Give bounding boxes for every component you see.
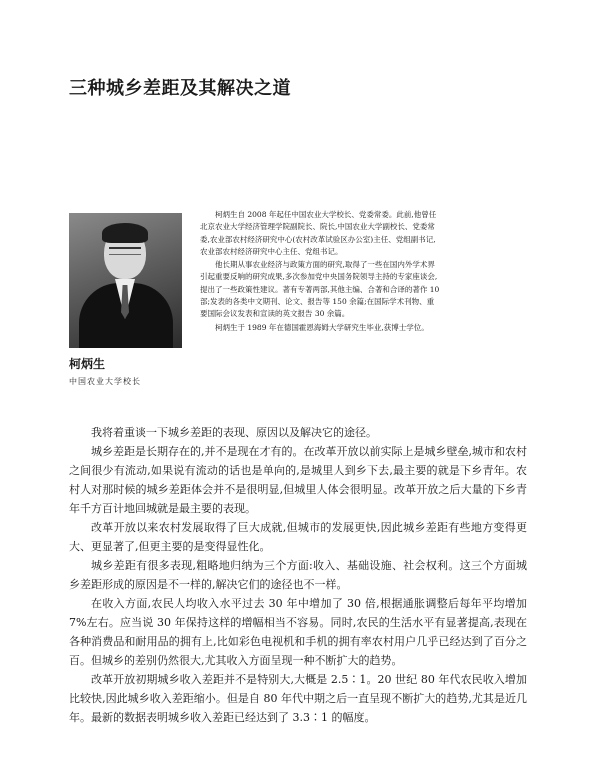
body-paragraph: 改革开放初期城乡收入差距并不是特别大,大概是 2.5∶1。20 世纪 80 年代农民收入增加比较快,因此城乡收入差距缩小。但是自 80 年代中期之后一直呈现不断扩大的趋势,尤其是近几年。最新的数据表明城乡收入差距已经达到了 3.3∶1 的幅度。 bbox=[69, 673, 527, 724]
author-bio bbox=[200, 209, 440, 335]
author-role: 中国农业大学校长 bbox=[69, 377, 141, 386]
body-paragraph: 城乡差距有很多表现,粗略地归纳为三个方面:收入、基础设施、社会权利。这三个方面城乡差距形成的原因是不一样的,解决它们的途径也不一样。 bbox=[69, 559, 527, 591]
author-photo bbox=[69, 213, 182, 348]
bio-paragraph: 他长期从事农业经济与政策方面的研究,取得了一些在国内外学术界引起重要反响的研究成果,多次参加党中央国务院领导主持的专家座谈会,提出了一些政策性建议。著有专著两部,其他主编、合著和合译的著作 10 部;发表的各类中文期刊、论文、报告等 150 余篇;在国际学术刊物、重要国际会议发表和宣读的英文报告 30 余篇。 bbox=[200, 260, 440, 319]
body-paragraph: 我将着重谈一下城乡差距的表现、原因以及解决它的途径。 bbox=[91, 426, 377, 439]
article-title: 三种城乡差距及其解决之道 bbox=[69, 78, 291, 99]
article-body bbox=[69, 423, 527, 727]
bio-paragraph: 柯炳生于 1989 年在德国霍恩海姆大学研究生毕业,获博士学位。 bbox=[215, 322, 429, 332]
body-paragraph: 在收入方面,农民人均收入水平过去 30 年中增加了 30 倍,根据通胀调整后每年平均增加 7%左右。应当说 30 年保持这样的增幅相当不容易。同时,农民的生活水平有显著提高,表现在各种消费品和耐用品的拥有上,比如彩色电视机和手机的拥有率农村用户几乎已经达到了百分之百。但城乡的差别仍然很大,尤其收入方面呈现一种不断扩大的趋势。 bbox=[69, 597, 527, 667]
body-paragraph: 改革开放以来农村发展取得了巨大成就,但城市的发展更快,因此城乡差距有些地方变得更大、更显著了,但更主要的是变得显性化。 bbox=[69, 521, 527, 553]
photo-hair-shape bbox=[102, 223, 148, 243]
bio-paragraph: 柯炳生自 2008 年起任中国农业大学校长、党委常委。此前,他曾任北京农业大学经济管理学院副院长、院长,中国农业大学副校长、党委常委,农业部农村经济研究中心(农村改革试验区办公室)主任、党组副书记,农业部农村经济研究中心主任、党组书记。 bbox=[200, 210, 437, 256]
body-paragraph: 城乡差距是长期存在的,并不是现在才有的。在改革开放以前实际上是城乡壁垒,城市和农村之间很少有流动,如果说有流动的话也是单向的,是城里人到乡下去,最主要的就是下乡青年。农村人对那时候的城乡差距体会并不是很明显,但城里人体会很明显。改革开放之后大量的下乡青年千方百计地回城就是最主要的表现。 bbox=[69, 445, 527, 515]
photo-glasses-shape bbox=[109, 247, 141, 255]
author-name: 柯炳生 bbox=[69, 357, 106, 371]
